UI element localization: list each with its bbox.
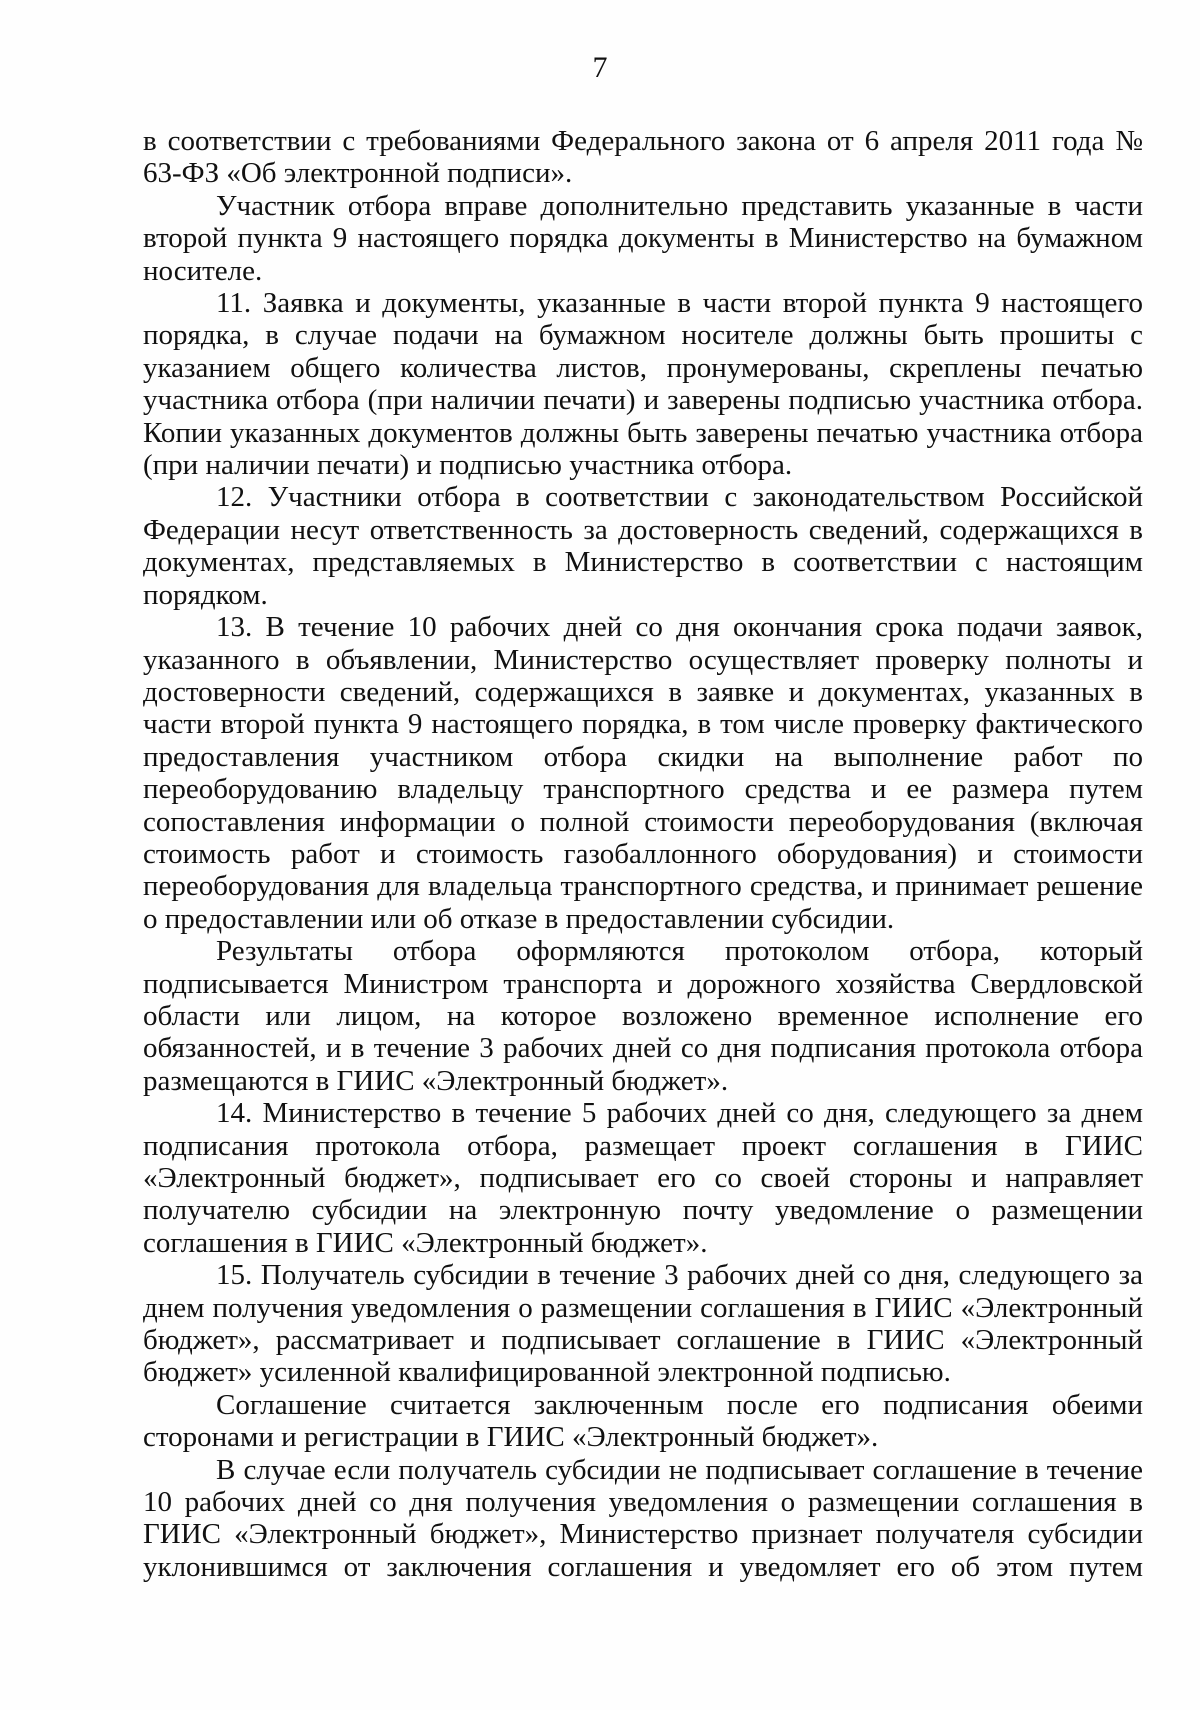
paragraph-item-15: 15. Получатель субсидии в течение 3 рабочих дней со дня, следующего за днем получения уведомления о размещении соглашения в ГИИС «Электронный бюджет», рассматривает и подписывает соглашение в ГИИС «Электронный бюджет» усиленной квалифицированной электронной подписью. (143, 1259, 1143, 1389)
paragraph-item-13: 13. В течение 10 рабочих дней со дня окончания срока подачи заявок, указанного в объявлении, Министерство осуществляет проверку полноты и достоверности сведений, содержащихся в заявке и документах, указанных в части второй пункта 9 настоящего порядка, в том числе проверку фактического предоставления участником отбора скидки на выполнение работ по переоборудованию владельцу транспортного средства и ее размера путем сопоставления информации о полной стоимости переоборудования (включая стоимость работ и стоимость газобаллонного оборудования) и стоимости переоборудования для владельца транспортного средства, и принимает решение о предоставлении или об отказе в предоставлении субсидии. (143, 611, 1143, 935)
paragraph-agreement-concluded: Соглашение считается заключенным после его подписания обеими сторонами и регистрации в ГИИС «Электронный бюджет». (143, 1388, 1143, 1454)
page-number: 7 (592, 51, 608, 84)
paragraph-item-11: 11. Заявка и документы, указанные в части второй пункта 9 настоящего порядка, в случае подачи на бумажном носителе должны быть прошиты с указанием общего количества листов, пронумерованы, скреплены печатью участника отбора (при наличии печати) и заверены подписью участника отбора. Копии указанных документов должны быть заверены печатью участника отбора (при наличии печати) и подписью участника отбора. (143, 287, 1143, 482)
paragraph-item-14: 14. Министерство в течение 5 рабочих дней со дня, следующего за днем подписания протокола отбора, размещает проект соглашения в ГИИС «Электронный бюджет», подписывает его со своей стороны и направляет получателю субсидии на электронную почту уведомление о размещении соглашения в ГИИС «Электронный бюджет». (143, 1097, 1143, 1259)
document-body (143, 125, 1143, 1583)
paragraph-1: в соответствии с требованиями Федерального закона от 6 апреля 2011 года № 63-ФЗ «Об электронной подписи». (143, 125, 1143, 190)
paragraph-2: Участник отбора вправе дополнительно представить указанные в части второй пункта 9 настоящего порядка документы в Министерство на бумажном носителе. (143, 189, 1143, 287)
paragraph-evasion: В случае если получатель субсидии не подписывает соглашение в течение 10 рабочих дней со дня получения уведомления о размещении соглашения в ГИИС «Электронный бюджет», Министерство признает получателя субсидии уклонившимся от заключения соглашения и уведомляет его об этом путем (143, 1453, 1143, 1583)
paragraph-item-12: 12. Участники отбора в соответствии с законодательством Российской Федерации несут ответственность за достоверность сведений, содержащихся в документах, представляемых в Министерство в соответствии с настоящим порядком. (143, 481, 1143, 611)
paragraph-selection-results: Результаты отбора оформляются протоколом отбора, который подписывается Министром транспорта и дорожного хозяйства Свердловской области или лицом, на которое возложено временное исполнение его обязанностей, и в течение 3 рабочих дней со дня подписания протокола отбора размещаются в ГИИС «Электронный бюджет». (143, 935, 1143, 1097)
